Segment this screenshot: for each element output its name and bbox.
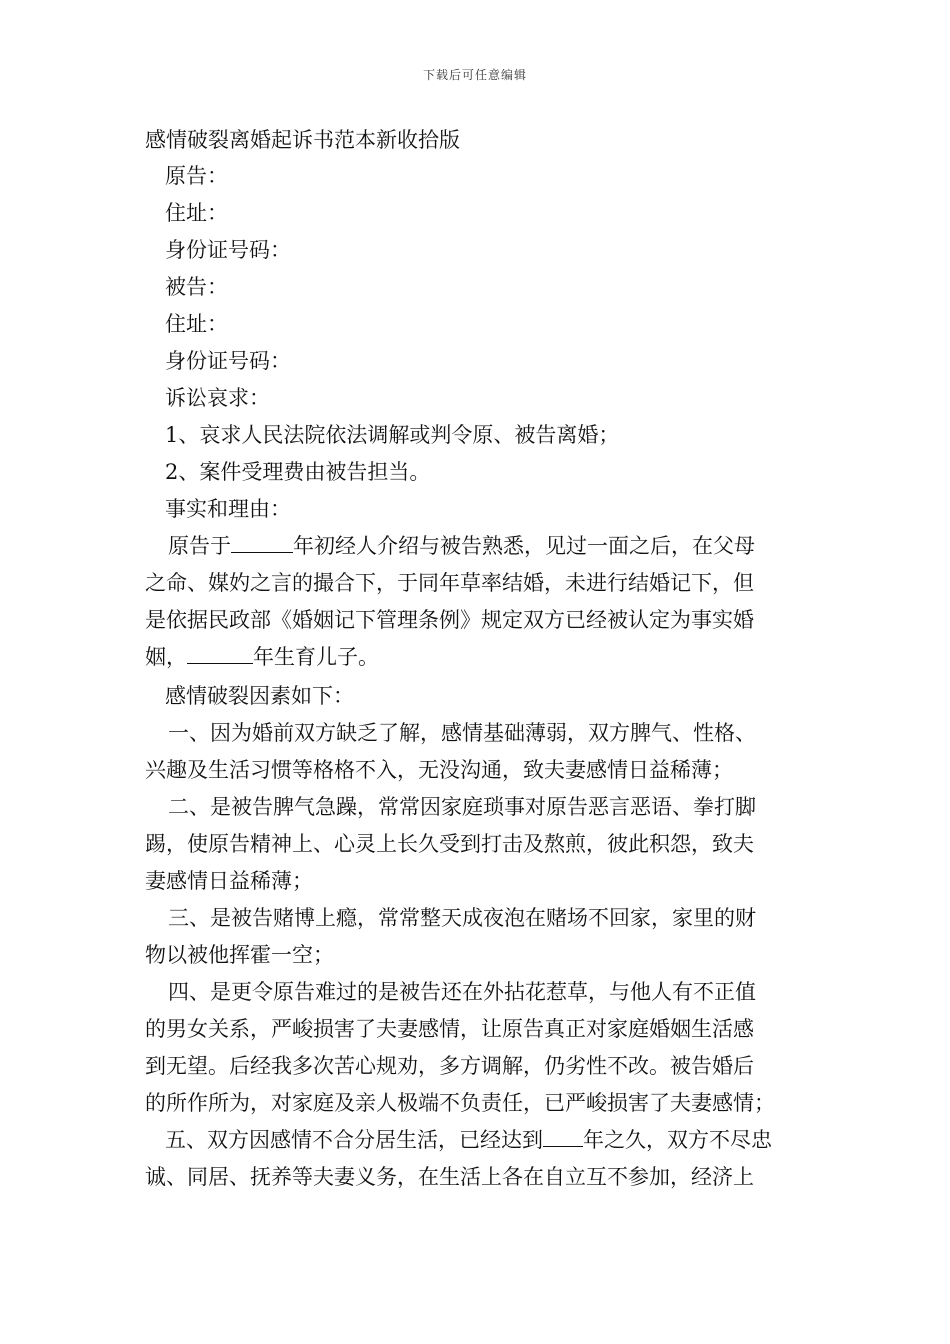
claims-heading: 诉讼哀求： (165, 386, 270, 410)
reason-5-line-1 (165, 1124, 825, 1154)
fact-line-4 (145, 641, 805, 671)
reason-2-line-2: 踢，使原告精神上、心灵上长久受到打击及熬煎，彼此积怨，致夫 (145, 832, 754, 856)
blank-year-field[interactable] (231, 532, 293, 553)
reasons-heading: 感情破裂因素如下： (165, 684, 354, 708)
reason-4-line-2: 的男女关系，严峻损害了夫妻感情，让原告真正对家庭婚姻生活感 (145, 1017, 754, 1041)
blank-years-field[interactable] (543, 1126, 583, 1147)
reason-4-line-1: 四、是更令原告难过的是被告还在外拈花惹草，与他人有不正值 (168, 980, 756, 1004)
fact-text: 年生育儿子。 (253, 645, 379, 669)
fact-line-1 (168, 530, 828, 560)
fact-text: 原告于 (168, 534, 231, 558)
fact-text: 姻， (145, 645, 187, 669)
document-title: 感情破裂离婚起诉书范本新收拾版 (145, 128, 460, 152)
reason-2-line-3: 妻感情日益稀薄； (145, 869, 313, 893)
reason-4-line-4: 的所作所为，对家庭及亲人极端不负责任，已严峻损害了夫妻感情； (145, 1091, 775, 1115)
defendant-label: 被告： (165, 275, 228, 299)
reason-2-line-1: 二、是被告脾气急躁，常常因家庭琐事对原告恶言恶语、拳打脚 (168, 795, 756, 819)
plaintiff-id-label: 身份证号码： (165, 238, 291, 262)
reason-3-line-2: 物以被他挥霍一空； (145, 943, 334, 967)
reason-text: 年之久，双方不尽忠 (583, 1128, 772, 1152)
page-header: 下载后可任意编辑 (422, 68, 527, 82)
reason-3-line-1: 三、是被告赌博上瘾，常常整天成夜泡在赌场不回家，家里的财 (168, 906, 756, 930)
defendant-address-label: 住址： (165, 312, 228, 336)
reason-1-line-1: 一、因为婚前双方缺乏了解，感情基础薄弱，双方脾气、性格、 (168, 721, 756, 745)
plaintiff-label: 原告： (165, 164, 228, 188)
reason-5-line-2: 诚、同居、抚养等夫妻义务，在生活上各在自立互不参加，经济上 (145, 1165, 754, 1189)
claim-item-1: 1、哀求人民法院依法调解或判令原、被告离婚； (165, 423, 620, 447)
fact-line-3: 是依据民政部《婚姻记下管理条例》规定双方已经被认定为事实婚 (145, 608, 754, 632)
reason-4-line-3: 到无望。后经我多次苦心规劝，多方调解，仍劣性不改。被告婚后 (145, 1054, 754, 1078)
plaintiff-address-label: 住址： (165, 201, 228, 225)
reason-1-line-2: 兴趣及生活习惯等格格不入，无没沟通，致夫妻感情日益稀薄； (145, 758, 733, 782)
claim-item-2: 2、案件受理费由被告担当。 (165, 460, 431, 484)
blank-year-field[interactable] (187, 643, 253, 664)
fact-text: 年初经人介绍与被告熟悉，见过一面之后，在父母 (293, 534, 755, 558)
facts-heading: 事实和理由： (165, 497, 291, 521)
reason-text: 五、双方因感情不合分居生活，已经达到 (165, 1128, 543, 1152)
fact-line-2: 之命、媒妁之言的撮合下，于同年草率结婚，未进行结婚记下，但 (145, 571, 754, 595)
defendant-id-label: 身份证号码： (165, 349, 291, 373)
